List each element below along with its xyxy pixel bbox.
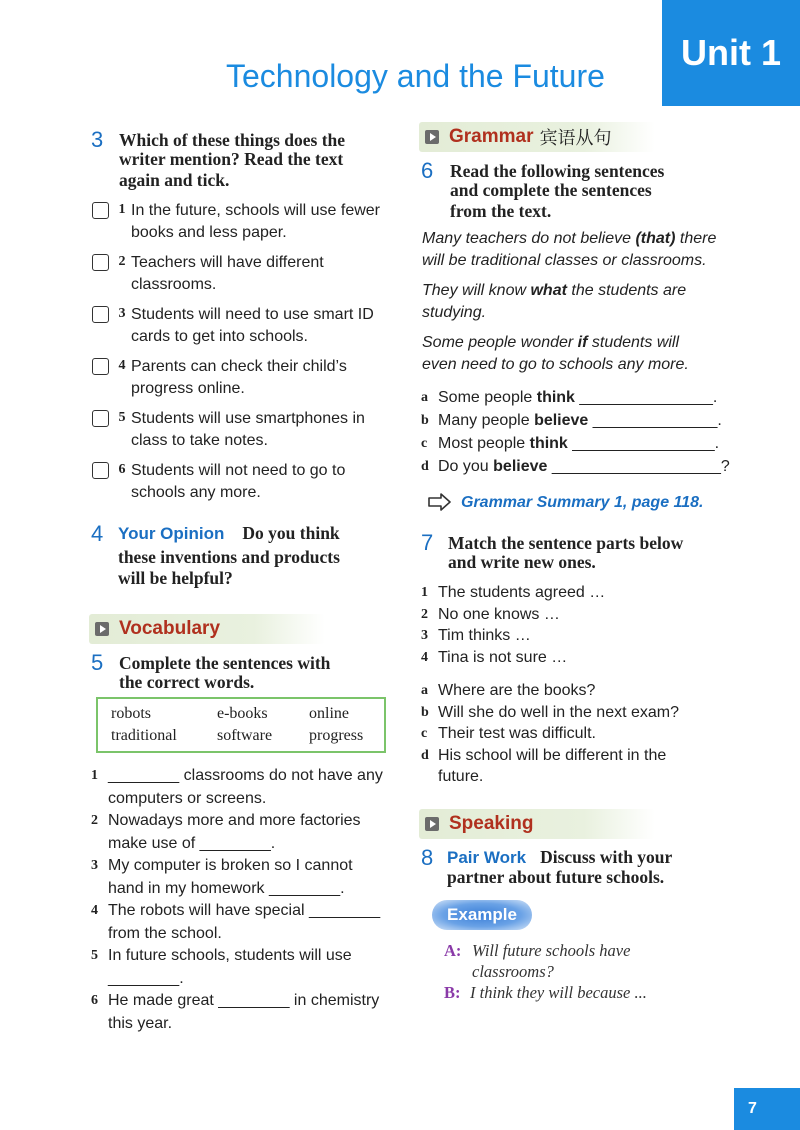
example-badge: Example	[432, 900, 532, 930]
grammar-banner	[419, 122, 655, 152]
speaking-heading: Speaking	[449, 813, 534, 834]
example-dialog	[444, 940, 744, 1003]
checkbox[interactable]	[92, 254, 109, 271]
checkbox[interactable]	[92, 462, 109, 479]
grammar-exercise-list	[421, 386, 731, 478]
checkbox[interactable]	[92, 202, 109, 219]
word: traditional	[111, 727, 177, 744]
list-item: b Will she do well in the next exam?	[421, 703, 679, 721]
checkbox[interactable]	[92, 358, 109, 375]
vocabulary-heading: Vocabulary	[119, 618, 221, 639]
play-icon	[425, 130, 439, 144]
word: progress	[309, 727, 364, 744]
question-4-text: Your Opinion Do you think these inventions and products will be helpful?	[118, 523, 340, 588]
list-item: 6 He made great ________ in chemistry this year.	[91, 992, 380, 1032]
question-8-number: 8	[421, 845, 434, 870]
word: online	[309, 705, 349, 722]
vocabulary-banner	[89, 614, 325, 644]
play-icon	[425, 817, 439, 831]
tick-number: 4	[118, 358, 126, 373]
grammar-summary-link[interactable]: Grammar Summary 1, page 118.	[461, 494, 704, 511]
tick-number: 5	[118, 410, 126, 425]
list-item: c Most people think ________________.	[421, 435, 720, 452]
question-4-number: 4	[91, 521, 104, 546]
tick-number: 1	[118, 202, 126, 217]
question-7-number: 7	[421, 530, 434, 555]
question-7-text: Match the sentence parts below and write new ones.	[448, 533, 684, 572]
arrow-right-icon	[428, 493, 452, 511]
list-item: 1 ________ classrooms do not have any computers or screens.	[91, 767, 383, 807]
match-list-letters	[421, 680, 721, 788]
list-item: 2 Nowadays more and more factories make use of ________.	[91, 812, 361, 852]
grammar-heading: Grammar	[449, 126, 534, 147]
tick-number: 2	[118, 254, 126, 269]
vocabulary-exercise-list	[91, 765, 391, 1035]
list-item: 1 The students agreed …	[421, 584, 606, 601]
question-5-text: Complete the sentences with the correct words.	[119, 653, 331, 692]
dialog-line: A: Will future schools have classrooms?	[444, 941, 631, 981]
checkbox[interactable]	[92, 410, 109, 427]
checkbox[interactable]	[92, 306, 109, 323]
list-item: 5 In future schools, students will use ________.	[91, 947, 352, 987]
tick-text: Students will not need to go to schools any more.	[131, 462, 346, 501]
word: e-books	[217, 705, 268, 722]
page-number: 7	[734, 1088, 800, 1130]
question-3-number: 3	[91, 127, 104, 152]
list-item: 4 The robots will have special ________ from the school.	[91, 902, 381, 942]
unit-badge: Unit 1	[662, 0, 800, 106]
word: robots	[111, 705, 151, 722]
tick-text: Teachers will have different classrooms.	[131, 254, 324, 293]
tick-item	[92, 408, 392, 452]
list-item: a Some people think _______________.	[421, 389, 718, 406]
tick-text: Students will use smartphones in class to take notes.	[131, 410, 365, 449]
play-icon	[95, 622, 109, 636]
grammar-example: Some people wonder if students will even need to go to schools any more.	[422, 334, 689, 373]
question-6-text: Read the following sentences and complete the sentences from the text.	[450, 161, 665, 221]
tick-number: 6	[118, 462, 126, 477]
grammar-examples	[422, 228, 722, 376]
list-item: b Many people believe ______________.	[421, 412, 722, 429]
list-item: c Their test was difficult.	[421, 725, 596, 742]
word: software	[217, 727, 273, 744]
pair-work-label: Pair Work	[447, 848, 527, 867]
tick-item	[92, 356, 392, 400]
tick-item	[92, 460, 392, 504]
tick-text: In the future, schools will use fewer books and less paper.	[131, 202, 381, 241]
question-3-text: Which of these things does the writer mention? Read the text again and tick.	[119, 130, 346, 190]
list-item: 2 No one knows …	[421, 605, 560, 623]
question-5-number: 5	[91, 650, 104, 675]
grammar-heading-cn: 宾语从句	[539, 128, 612, 148]
question-8-text: Pair Work Discuss with your partner about future schools.	[447, 847, 673, 887]
your-opinion-label: Your Opinion	[118, 524, 225, 543]
list-item: 4 Tina is not sure …	[421, 648, 568, 666]
word-box	[96, 697, 386, 753]
question-6-number: 6	[421, 158, 434, 183]
tick-number: 3	[118, 306, 126, 321]
list-item: 3 Tim thinks …	[421, 627, 531, 644]
tick-item	[92, 200, 392, 244]
grammar-example: They will know what the students are studying.	[422, 282, 687, 321]
tick-item	[92, 304, 392, 348]
list-item: d His school will be different in the future.	[421, 746, 667, 785]
match-list-numbers	[421, 582, 721, 668]
tick-text: Parents can check their child’s progress online.	[131, 358, 347, 397]
tick-item	[92, 252, 392, 296]
page-title: Technology and the Future	[226, 58, 605, 94]
dialog-line: B: I think they will because ...	[444, 983, 647, 1002]
tick-list	[92, 200, 392, 512]
list-item: a Where are the books?	[421, 682, 596, 699]
grammar-example: Many teachers do not believe (that) there will be traditional classes or classrooms.	[422, 230, 717, 269]
list-item: d Do you believe ___________________?	[421, 458, 730, 475]
tick-text: Students will need to use smart ID cards to get into schools.	[131, 306, 374, 345]
list-item: 3 My computer is broken so I cannot hand in my homework ________.	[91, 857, 353, 897]
speaking-banner	[419, 809, 655, 839]
